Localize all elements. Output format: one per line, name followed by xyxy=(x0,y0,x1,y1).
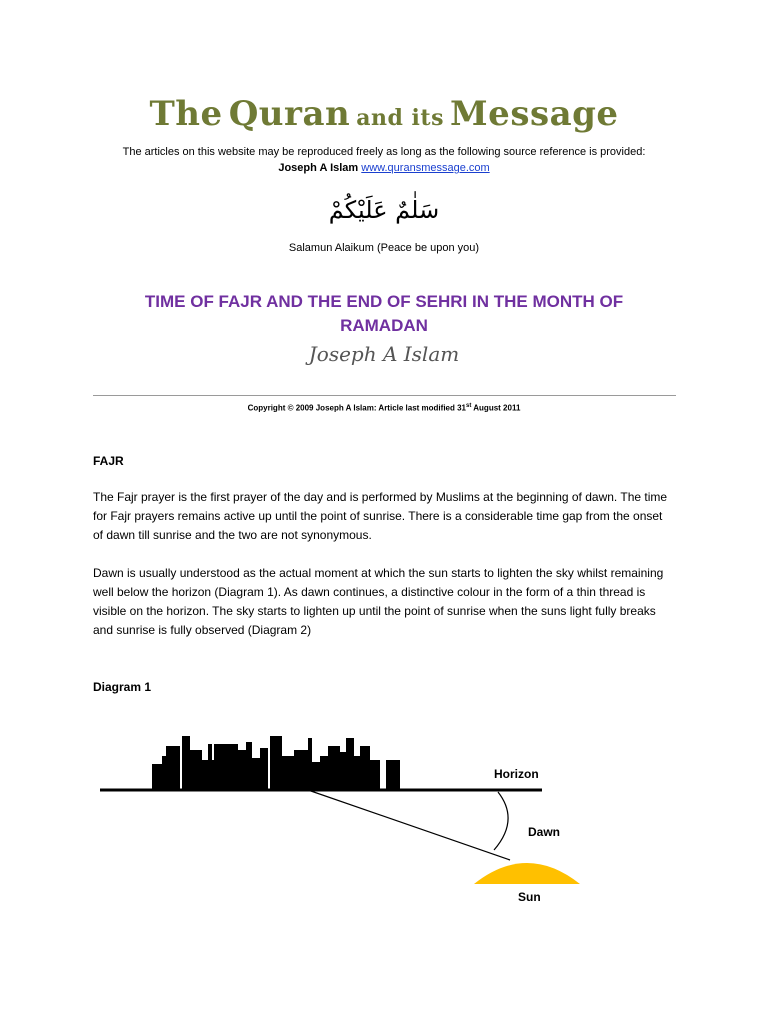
city-skyline xyxy=(152,736,400,790)
diagram-1 xyxy=(90,720,600,920)
notice-text: The articles on this website may be reproduced freely as long as the following source reference is provided: xyxy=(122,146,646,158)
divider xyxy=(93,395,676,396)
section-heading: FAJR xyxy=(93,454,124,468)
copyright-date: August 2011 xyxy=(471,403,521,413)
greeting-translation: Salamun Alaikum (Peace be upon you) xyxy=(288,242,480,254)
paragraph-1: The Fajr prayer is the first prayer of the day and is performed by Muslims at the beginning of dawn. The time for Fajr prayers remains active up until the point of sunrise. There is a considerable time gap from the onset of dawn till sunrise and the two are not synonymous. xyxy=(93,490,668,542)
notice-author: Joseph A Islam xyxy=(278,162,359,174)
author-signature: Joseph A Islam xyxy=(308,342,460,366)
dawn-angle-arc xyxy=(494,792,508,850)
paragraph-2: Dawn is usually understood as the actual moment at which the sun starts to lighten the sky whilst remaining well below the horizon (Diagram 1). As dawn continues, a distinctive colour in the form of a thin thread is visible on the horizon. The sky starts to lighten up until the point of sunrise when the suns light fully breaks and sunrise is fully observed (Diagram 2) xyxy=(93,566,664,637)
reproduction-notice xyxy=(0,144,768,176)
masthead-message: Message xyxy=(450,94,619,134)
copyright-line xyxy=(0,403,768,413)
site-masthead xyxy=(0,94,768,134)
copyright-sup: st xyxy=(466,403,472,409)
arabic-greeting: سَلٰمٌ عَلَيْكُمْ xyxy=(328,196,440,224)
sun-label: Sun xyxy=(518,890,541,904)
masthead-quran: Quran xyxy=(228,94,351,134)
article-title-line1: TIME OF FAJR AND THE END OF SEHRI IN THE MONTH OF xyxy=(144,292,624,311)
article-title xyxy=(120,290,648,338)
masthead-the: The xyxy=(149,94,223,134)
horizon-label: Horizon xyxy=(494,767,539,781)
sightline xyxy=(308,790,510,860)
sun-shape xyxy=(474,863,580,884)
diagram-heading: Diagram 1 xyxy=(93,680,152,694)
website-link[interactable]: www.quransmessage.com xyxy=(361,162,490,174)
copyright-text: Copyright © 2009 Joseph A Islam: Article last modified 31 xyxy=(247,403,466,413)
article-title-line2: RAMADAN xyxy=(340,316,428,335)
dawn-label: Dawn xyxy=(528,825,561,839)
masthead-and-its: and its xyxy=(356,105,444,131)
